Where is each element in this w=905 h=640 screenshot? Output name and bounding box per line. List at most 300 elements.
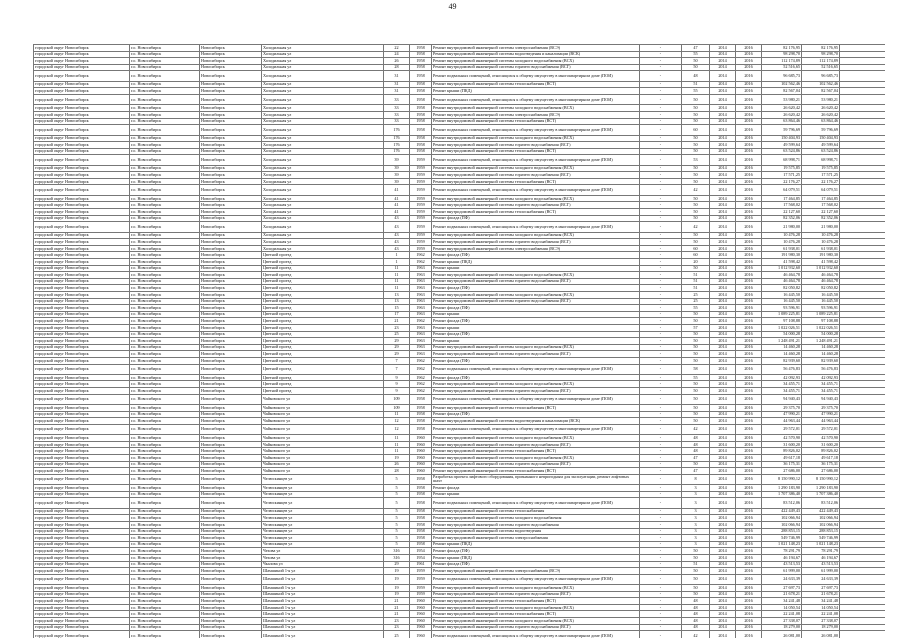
total-cell: 17 571,25 xyxy=(802,172,840,179)
work-type-cell: Ремонт внутридомовой инженерной системы теплоснабжения (ВСТ) xyxy=(432,611,640,618)
built-year-cell: 1960 xyxy=(410,611,432,618)
district-cell: городской округ Новосибирск xyxy=(34,591,130,598)
cost-cell: 42 092,93 xyxy=(762,374,802,381)
table-row xyxy=(34,574,886,584)
street-cell: Шамшиной 1-я ул xyxy=(262,568,384,575)
built-year-cell: 1958 xyxy=(410,411,432,418)
work-type-cell: Ремонт подвальных помещений, относящихся к общему имуществу в многоквартирном доме (ПОИ) xyxy=(432,498,640,508)
city-cell: Новосибирск xyxy=(200,239,262,246)
empty-cell xyxy=(840,272,886,279)
year-from-cell: 2014 xyxy=(710,45,736,52)
house-cell: 39 xyxy=(384,165,410,172)
year-to-cell: 2016 xyxy=(736,631,762,638)
year-from-cell: 2014 xyxy=(710,405,736,412)
cost-cell: 56 476,83 xyxy=(762,364,802,374)
dash-cell: - xyxy=(640,311,682,318)
dash-cell: - xyxy=(640,364,682,374)
house-cell: 26 xyxy=(384,58,410,65)
dash-cell: - xyxy=(640,331,682,338)
city-cell: Новосибирск xyxy=(200,324,262,331)
year-from-cell: 2014 xyxy=(710,618,736,625)
work-type-cell: Ремонт внутридомовой инженерной системы горячего водоснабжения (ВСГ) xyxy=(432,64,640,71)
year-from-cell: 2014 xyxy=(710,239,736,246)
district-cell: городской округ Новосибирск xyxy=(34,71,130,81)
year-to-cell: 2016 xyxy=(736,435,762,442)
district-cell: городской округ Новосибирск xyxy=(34,461,130,468)
street-cell: Цветной проезд xyxy=(262,311,384,318)
built-year-cell: 1958 xyxy=(410,474,432,484)
city-cell: Новосибирск xyxy=(200,298,262,305)
work-type-cell: Ремонт внутридомовой инженерной системы холодного водоснабжения (ВСХ) xyxy=(432,585,640,592)
table-row xyxy=(34,81,886,88)
year-from-cell: 2014 xyxy=(710,209,736,216)
cost-cell: 54 000,28 xyxy=(762,331,802,338)
cost-cell: 17 571,25 xyxy=(762,172,802,179)
settlement-cell: г.о. Новосибирск xyxy=(130,202,200,209)
dash-cell: - xyxy=(640,142,682,149)
house-cell: 5 xyxy=(384,515,410,522)
city-cell: Новосибирск xyxy=(200,105,262,112)
quantity-cell: 50 xyxy=(682,418,710,425)
district-cell: городской округ Новосибирск xyxy=(34,45,130,52)
district-cell: городской округ Новосибирск xyxy=(34,259,130,266)
built-year-cell: 1958 xyxy=(410,405,432,412)
year-from-cell: 2014 xyxy=(710,202,736,209)
quantity-cell: 3 xyxy=(682,515,710,522)
district-cell: городской округ Новосибирск xyxy=(34,521,130,528)
district-cell: городской округ Новосибирск xyxy=(34,81,130,88)
year-to-cell: 2016 xyxy=(736,245,762,252)
table-row xyxy=(34,232,886,239)
cost-cell: 17 568,02 xyxy=(762,202,802,209)
dash-cell: - xyxy=(640,215,682,222)
year-to-cell: 2016 xyxy=(736,209,762,216)
year-from-cell: 2014 xyxy=(710,411,736,418)
house-cell: 23 xyxy=(384,618,410,625)
city-cell: Новосибирск xyxy=(200,548,262,555)
dash-cell: - xyxy=(640,424,682,434)
year-from-cell: 2014 xyxy=(710,611,736,618)
city-cell: Новосибирск xyxy=(200,209,262,216)
work-type-cell: Ремонт фасада (ПФ) xyxy=(432,561,640,568)
district-cell: городской округ Новосибирск xyxy=(34,455,130,462)
table-row xyxy=(34,604,886,611)
street-cell: Цветной проезд xyxy=(262,374,384,381)
work-type-cell: Ремонт внутридомовой инженерной системы теплоснабжения (ВСТ) xyxy=(432,209,640,216)
settlement-cell: г.о. Новосибирск xyxy=(130,272,200,279)
house-cell: 39 xyxy=(384,178,410,185)
built-year-cell: 1963 xyxy=(410,331,432,338)
dash-cell: - xyxy=(640,485,682,492)
city-cell: Новосибирск xyxy=(200,388,262,395)
house-cell: 29 xyxy=(384,561,410,568)
street-cell: Холодильная ул xyxy=(262,118,384,125)
total-cell: 14 460,28 xyxy=(802,351,840,358)
quantity-cell: 3 xyxy=(682,508,710,515)
work-type-cell: Ремонт подвальных помещений, относящихся к общему имуществу в многоквартирном доме (ПОИ) xyxy=(432,222,640,232)
house-cell: 43 xyxy=(384,232,410,239)
settlement-cell: г.о. Новосибирск xyxy=(130,508,200,515)
work-type-cell: Ремонт внутридомовой инженерной системы горячего водоснабжения (ВСГ) xyxy=(432,202,640,209)
total-cell: 63 524,86 xyxy=(802,148,840,155)
house-cell: 1 xyxy=(384,252,410,259)
settlement-cell: г.о. Новосибирск xyxy=(130,441,200,448)
city-cell: Новосибирск xyxy=(200,64,262,71)
table-row xyxy=(34,624,886,631)
table-row xyxy=(34,338,886,345)
street-cell: Цветной проезд xyxy=(262,338,384,345)
street-cell: Холодильная ул xyxy=(262,135,384,142)
city-cell: Новосибирск xyxy=(200,331,262,338)
built-year-cell: 1954 xyxy=(410,554,432,561)
year-from-cell: 2014 xyxy=(710,448,736,455)
empty-cell xyxy=(840,388,886,395)
built-year-cell: 1963 xyxy=(410,285,432,292)
cost-cell: 34 241,48 xyxy=(762,598,802,605)
year-from-cell: 2014 xyxy=(710,548,736,555)
empty-cell xyxy=(840,94,886,104)
dash-cell: - xyxy=(640,285,682,292)
year-to-cell: 2016 xyxy=(736,58,762,65)
work-type-cell: Ремонт подвальных помещений, относящихся к общему имуществу в многоквартирном доме (ПОИ) xyxy=(432,364,640,374)
city-cell: Новосибирск xyxy=(200,418,262,425)
dash-cell: - xyxy=(640,491,682,498)
total-cell: 98 298,70 xyxy=(802,51,840,58)
street-cell: Шамшиной 1-я ул xyxy=(262,591,384,598)
total-cell: 34 455,71 xyxy=(802,381,840,388)
city-cell: Новосибирск xyxy=(200,491,262,498)
cost-cell: 82 176,95 xyxy=(762,45,802,52)
dash-cell: - xyxy=(640,318,682,325)
city-cell: Новосибирск xyxy=(200,374,262,381)
quantity-cell: 48 xyxy=(682,448,710,455)
work-type-cell: Ремонт крыши xyxy=(432,338,640,345)
total-cell: 22 241,08 xyxy=(802,611,840,618)
year-from-cell: 2014 xyxy=(710,357,736,364)
street-cell: Чехова ул xyxy=(262,554,384,561)
quantity-cell: 42 xyxy=(682,631,710,638)
empty-cell xyxy=(840,232,886,239)
year-to-cell: 2016 xyxy=(736,222,762,232)
dash-cell: - xyxy=(640,81,682,88)
cost-cell: 8 150 990,12 xyxy=(762,474,802,484)
cost-cell: 112 174,89 xyxy=(762,58,802,65)
settlement-cell: г.о. Новосибирск xyxy=(130,58,200,65)
cost-cell: 27 686,00 xyxy=(762,468,802,475)
year-to-cell: 2016 xyxy=(736,364,762,374)
house-cell: 43 xyxy=(384,239,410,246)
empty-cell xyxy=(840,311,886,318)
district-cell: городской округ Новосибирск xyxy=(34,105,130,112)
dash-cell: - xyxy=(640,541,682,548)
city-cell: Новосибирск xyxy=(200,232,262,239)
empty-cell xyxy=(840,611,886,618)
street-cell: Цветной проезд xyxy=(262,272,384,279)
house-cell: 15 xyxy=(384,305,410,312)
built-year-cell: 1959 xyxy=(410,165,432,172)
district-cell: городской округ Новосибирск xyxy=(34,508,130,515)
table-body xyxy=(34,45,886,639)
empty-cell xyxy=(840,118,886,125)
house-cell: 26 xyxy=(384,461,410,468)
settlement-cell: г.о. Новосибирск xyxy=(130,215,200,222)
cost-cell: 34 455,71 xyxy=(762,381,802,388)
work-type-cell: Ремонт внутридомовой инженерной системы теплоснабжения (ВСТ) xyxy=(432,81,640,88)
quantity-cell: 50 xyxy=(682,94,710,104)
built-year-cell: 1962 xyxy=(410,357,432,364)
street-cell: Холодильная ул xyxy=(262,239,384,246)
city-cell: Новосибирск xyxy=(200,468,262,475)
table-row xyxy=(34,278,886,285)
quantity-cell: 50 xyxy=(682,118,710,125)
quantity-cell: 50 xyxy=(682,64,710,71)
built-year-cell: 1958 xyxy=(410,515,432,522)
total-cell: 14 050,54 xyxy=(802,604,840,611)
total-cell: 27 686,00 xyxy=(802,468,840,475)
work-type-cell: Ремонт внутридомовой инженерной системы электроснабжения (ВСЭ) xyxy=(432,245,640,252)
work-type-cell: Ремонт внутридомовой инженерной системы теплоснабжения (ВСТ) xyxy=(432,118,640,125)
house-cell: 1 xyxy=(384,259,410,266)
built-year-cell: 1958 xyxy=(410,111,432,118)
empty-cell xyxy=(840,338,886,345)
table-row xyxy=(34,165,886,172)
table-row xyxy=(34,521,886,528)
settlement-cell: г.о. Новосибирск xyxy=(130,232,200,239)
built-year-cell: 1962 xyxy=(410,388,432,395)
year-to-cell: 2016 xyxy=(736,624,762,631)
street-cell: Челюскинцев ул xyxy=(262,485,384,492)
table-row xyxy=(34,58,886,65)
quantity-cell: 50 xyxy=(682,388,710,395)
empty-cell xyxy=(840,148,886,155)
built-year-cell: 1958 xyxy=(410,105,432,112)
work-type-cell: Ремонт внутридомовой инженерной системы горячего водоснабжения (ВСГ) xyxy=(432,239,640,246)
quantity-cell: 47 xyxy=(682,455,710,462)
street-cell: Холодильная ул xyxy=(262,165,384,172)
year-to-cell: 2016 xyxy=(736,541,762,548)
house-cell: 29 xyxy=(384,351,410,358)
district-cell: городской округ Новосибирск xyxy=(34,388,130,395)
year-from-cell: 2014 xyxy=(710,94,736,104)
year-to-cell: 2016 xyxy=(736,521,762,528)
total-cell: 82 176,95 xyxy=(802,45,840,52)
work-type-cell: Ремонт внутридомовой инженерной системы холодного водоснабжения (ВСХ) xyxy=(432,604,640,611)
dash-cell: - xyxy=(640,305,682,312)
empty-cell xyxy=(840,515,886,522)
year-to-cell: 2016 xyxy=(736,441,762,448)
cost-cell: 49 617,18 xyxy=(762,455,802,462)
built-year-cell: 1963 xyxy=(410,351,432,358)
city-cell: Новосибирск xyxy=(200,568,262,575)
settlement-cell: г.о. Новосибирск xyxy=(130,468,200,475)
city-cell: Новосибирск xyxy=(200,155,262,165)
cost-cell: 422 449,43 xyxy=(762,508,802,515)
year-from-cell: 2014 xyxy=(710,259,736,266)
settlement-cell: г.о. Новосибирск xyxy=(130,71,200,81)
district-cell: городской округ Новосибирск xyxy=(34,278,130,285)
quantity-cell: 48 xyxy=(682,435,710,442)
street-cell: Челюскинцев ул xyxy=(262,528,384,535)
built-year-cell: 1958 xyxy=(410,125,432,135)
table-row xyxy=(34,318,886,325)
total-cell: 26 620,42 xyxy=(802,105,840,112)
total-cell: 24 633,39 xyxy=(802,574,840,584)
house-cell: 176 xyxy=(384,125,410,135)
district-cell: городской округ Новосибирск xyxy=(34,232,130,239)
street-cell: Холодильная ул xyxy=(262,209,384,216)
year-from-cell: 2014 xyxy=(710,535,736,542)
work-type-cell: Ремонт внутридомовой инженерной системы горячего водоснабжения (ВСГ) xyxy=(432,142,640,149)
year-from-cell: 2014 xyxy=(710,148,736,155)
built-year-cell: 1958 xyxy=(410,418,432,425)
house-cell: 19 xyxy=(384,585,410,592)
year-from-cell: 2014 xyxy=(710,508,736,515)
work-type-cell: Ремонт внутридомовой инженерной системы водоотведения xyxy=(432,528,640,535)
table-row xyxy=(34,461,886,468)
total-cell: 52 516,65 xyxy=(802,64,840,71)
year-to-cell: 2016 xyxy=(736,568,762,575)
year-from-cell: 2014 xyxy=(710,344,736,351)
settlement-cell: г.о. Новосибирск xyxy=(130,311,200,318)
year-to-cell: 2016 xyxy=(736,71,762,81)
year-from-cell: 2014 xyxy=(710,455,736,462)
table-row xyxy=(34,118,886,125)
house-cell: 31 xyxy=(384,71,410,81)
built-year-cell: 1959 xyxy=(410,215,432,222)
quantity-cell: 60 xyxy=(682,252,710,259)
built-year-cell: 1963 xyxy=(410,338,432,345)
dash-cell: - xyxy=(640,51,682,58)
city-cell: Новосибирск xyxy=(200,318,262,325)
built-year-cell: 1958 xyxy=(410,521,432,528)
built-year-cell: 1958 xyxy=(410,424,432,434)
year-from-cell: 2014 xyxy=(710,311,736,318)
street-cell: Шамшиной 1-я ул xyxy=(262,598,384,605)
dash-cell: - xyxy=(640,591,682,598)
quantity-cell: 51 xyxy=(682,561,710,568)
city-cell: Новосибирск xyxy=(200,305,262,312)
year-from-cell: 2014 xyxy=(710,364,736,374)
street-cell: Чайковского ул xyxy=(262,468,384,475)
district-cell: городской округ Новосибирск xyxy=(34,172,130,179)
total-cell: 10 476,28 xyxy=(802,232,840,239)
cost-cell: 61 999,00 xyxy=(762,568,802,575)
built-year-cell: 1960 xyxy=(410,448,432,455)
year-from-cell: 2014 xyxy=(710,424,736,434)
total-cell: 89 826,02 xyxy=(802,448,840,455)
year-from-cell: 2014 xyxy=(710,305,736,312)
year-to-cell: 2016 xyxy=(736,491,762,498)
total-cell: 42 570,90 xyxy=(802,435,840,442)
street-cell: Цветной проезд xyxy=(262,298,384,305)
table-row xyxy=(34,591,886,598)
settlement-cell: г.о. Новосибирск xyxy=(130,515,200,522)
page-number: 49 xyxy=(448,2,457,11)
work-type-cell: Ремонт фасада (ПФ) xyxy=(432,331,640,338)
district-cell: городской округ Новосибирск xyxy=(34,418,130,425)
total-cell: 96 685,73 xyxy=(802,71,840,81)
work-type-cell: Ремонт внутридомовой инженерной системы теплоснабжения (ВСТ) xyxy=(432,178,640,185)
city-cell: Новосибирск xyxy=(200,58,262,65)
district-cell: городской округ Новосибирск xyxy=(34,318,130,325)
quantity-cell: 60 xyxy=(682,125,710,135)
dash-cell: - xyxy=(640,148,682,155)
district-cell: городской округ Новосибирск xyxy=(34,585,130,592)
year-from-cell: 2014 xyxy=(710,81,736,88)
year-from-cell: 2014 xyxy=(710,491,736,498)
work-type-cell: Ремонт внутридомовой инженерной системы холодного водоснабжения (ВСХ) xyxy=(432,381,640,388)
year-to-cell: 2016 xyxy=(736,272,762,279)
work-type-cell: Ремонт внутридомовой инженерной системы горячего водоснабжения (ВСГ) xyxy=(432,298,640,305)
cost-cell: 97 108,88 xyxy=(762,318,802,325)
dash-cell: - xyxy=(640,598,682,605)
year-to-cell: 2016 xyxy=(736,311,762,318)
quantity-cell: 48 xyxy=(682,618,710,625)
house-cell: 19 xyxy=(384,455,410,462)
house-cell: 9 xyxy=(384,374,410,381)
street-cell: Холодильная ул xyxy=(262,215,384,222)
house-cell: 19 xyxy=(384,591,410,598)
empty-cell xyxy=(840,351,886,358)
empty-cell xyxy=(840,81,886,88)
district-cell: городской округ Новосибирск xyxy=(34,305,130,312)
work-type-cell: Ремонт внутридомовой инженерной системы теплоснабжения (ВСТ) xyxy=(432,448,640,455)
settlement-cell: г.о. Новосибирск xyxy=(130,574,200,584)
dash-cell: - xyxy=(640,474,682,484)
built-year-cell: 1958 xyxy=(410,528,432,535)
total-cell: 47 990,21 xyxy=(802,411,840,418)
quantity-cell: 3 xyxy=(682,485,710,492)
house-cell: 5 xyxy=(384,528,410,535)
quantity-cell: 58 xyxy=(682,364,710,374)
quantity-cell: 55 xyxy=(682,374,710,381)
cost-cell: 83 512,06 xyxy=(762,498,802,508)
work-type-cell: Ремонт внутридомовой инженерной системы водоотведения и канализации (ВСК) xyxy=(432,51,640,58)
cost-cell: 29 572,01 xyxy=(762,424,802,434)
cost-cell: 34 455,71 xyxy=(762,388,802,395)
dash-cell: - xyxy=(640,344,682,351)
house-cell: 7 xyxy=(384,364,410,374)
city-cell: Новосибирск xyxy=(200,94,262,104)
year-to-cell: 2016 xyxy=(736,591,762,598)
year-from-cell: 2014 xyxy=(710,185,736,195)
work-type-cell: Ремонт внутридомовой инженерной системы горячего водоснабжения (ВСГ) xyxy=(432,624,640,631)
year-from-cell: 2014 xyxy=(710,245,736,252)
cost-cell: 63 864,46 xyxy=(762,118,802,125)
table-row xyxy=(34,474,886,484)
dash-cell: - xyxy=(640,604,682,611)
city-cell: Новосибирск xyxy=(200,448,262,455)
work-type-cell: Ремонт подвальных помещений, относящихся к общему имуществу в многоквартирном доме (ПОИ) xyxy=(432,394,640,404)
house-cell: 316 xyxy=(384,548,410,555)
built-year-cell: 1959 xyxy=(410,232,432,239)
house-cell: 43 xyxy=(384,222,410,232)
dash-cell: - xyxy=(640,178,682,185)
table-row xyxy=(34,331,886,338)
year-from-cell: 2014 xyxy=(710,178,736,185)
quantity-cell: 47 xyxy=(682,45,710,52)
street-cell: Шамшиной 1-я ул xyxy=(262,585,384,592)
settlement-cell: г.о. Новосибирск xyxy=(130,195,200,202)
table-row xyxy=(34,311,886,318)
year-from-cell: 2014 xyxy=(710,135,736,142)
cost-cell: 89 826,02 xyxy=(762,448,802,455)
work-type-cell: Ремонт подвальных помещений, относящихся к общему имуществу в многоквартирном доме (ПОИ) xyxy=(432,155,640,165)
total-cell: 17 464,85 xyxy=(802,195,840,202)
work-type-cell: Ремонт внутридомовой инженерной системы теплоснабжения (ВСТ) xyxy=(432,598,640,605)
year-from-cell: 2014 xyxy=(710,374,736,381)
built-year-cell: 1960 xyxy=(410,624,432,631)
